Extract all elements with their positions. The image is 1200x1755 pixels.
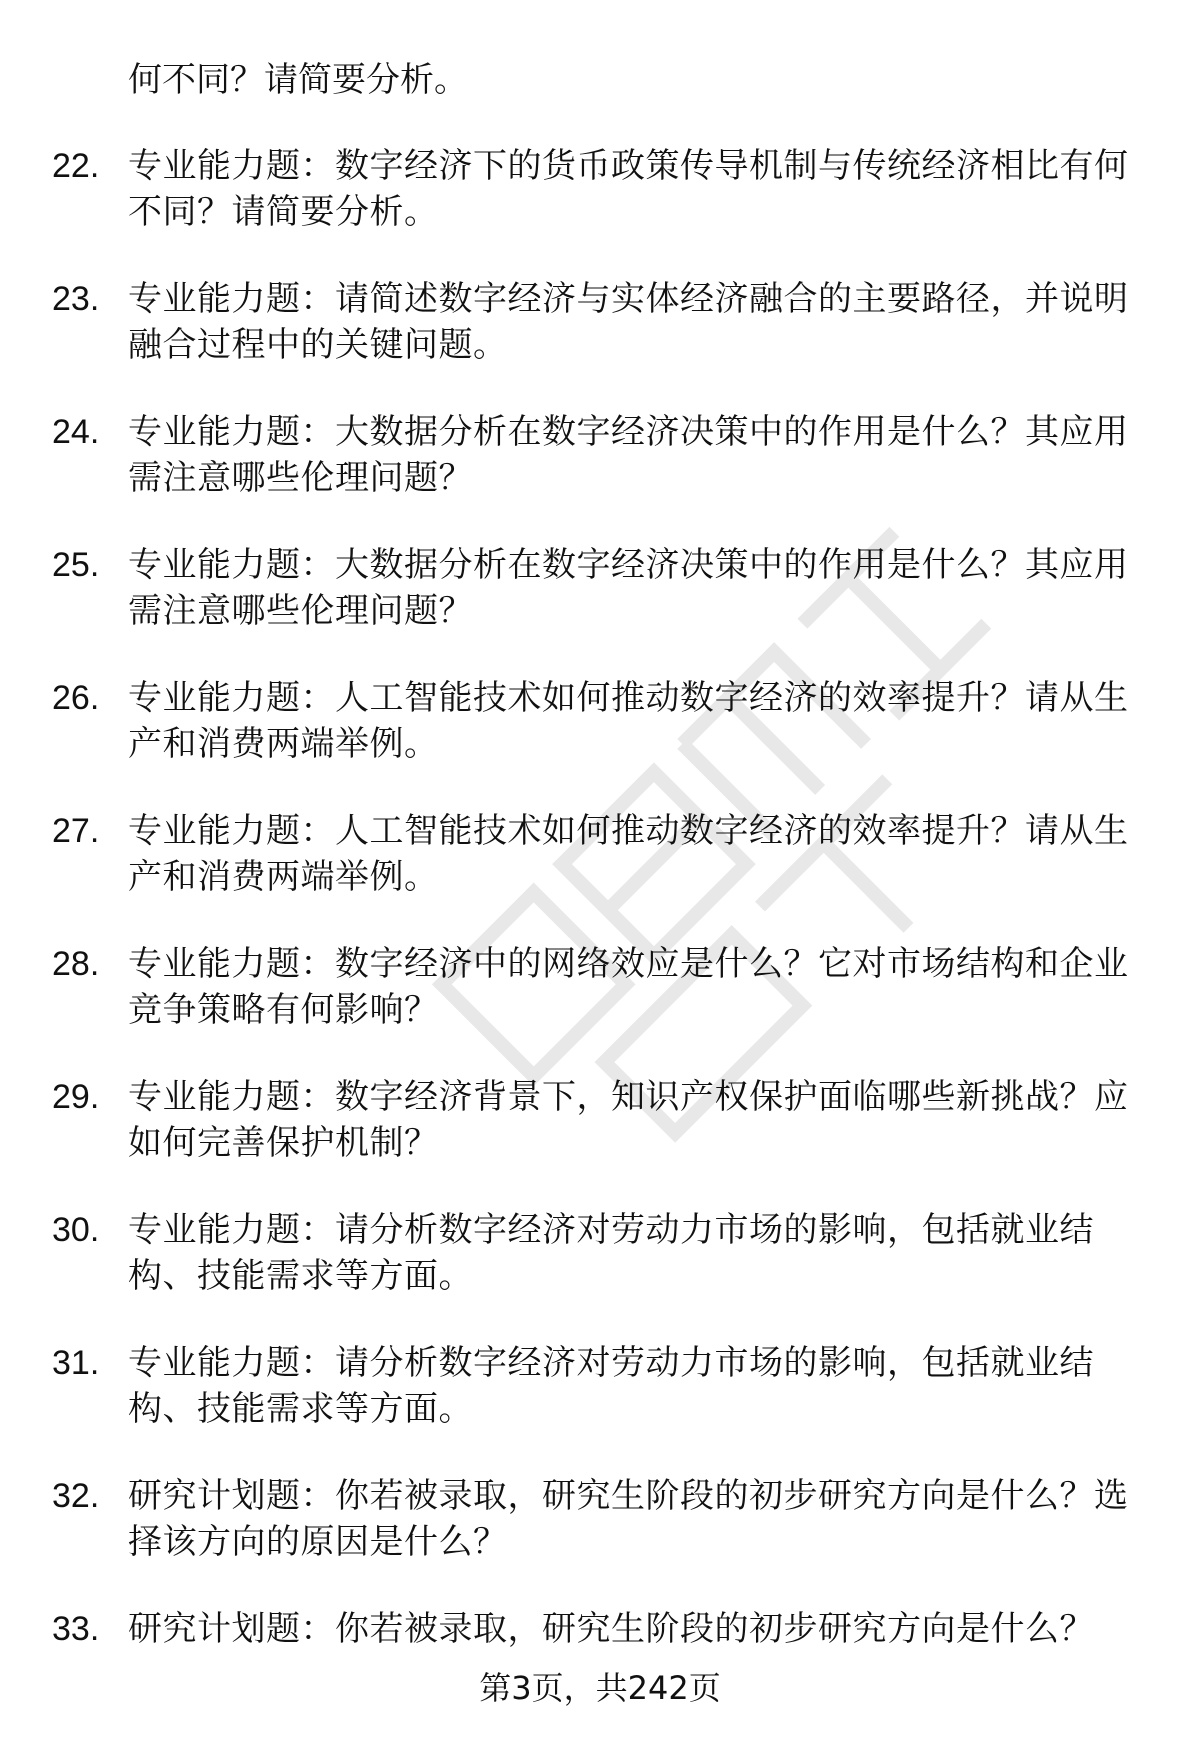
question-number: 28. <box>52 945 100 983</box>
question-text: 专业能力题：数字经济中的网络效应是什么？它对市场结构和企业竞争策略有何影响？ <box>128 944 1129 1030</box>
question-text: 专业能力题：大数据分析在数字经济决策中的作用是什么？其应用需注意哪些伦理问题？ <box>128 412 1129 498</box>
list-item <box>0 941 1200 1074</box>
question-text: 专业能力题：大数据分析在数字经济决策中的作用是什么？其应用需注意哪些伦理问题？ <box>128 545 1129 631</box>
question-number: 30. <box>52 1211 100 1249</box>
question-list <box>0 143 1200 1739</box>
question-number: 26. <box>52 679 100 717</box>
list-item <box>0 1473 1200 1606</box>
question-text: 专业能力题：数字经济下的货币政策传导机制与传统经济相比有何不同？请简要分析。 <box>128 146 1129 232</box>
question-number: 29. <box>52 1078 100 1116</box>
list-item <box>0 1207 1200 1340</box>
question-number: 31. <box>52 1344 100 1382</box>
continuation-text: 何不同？请简要分析。 <box>128 60 468 100</box>
list-item <box>0 276 1200 409</box>
question-text: 专业能力题：请分析数字经济对劳动力市场的影响，包括就业结构、技能需求等方面。 <box>128 1343 1094 1429</box>
list-item <box>0 409 1200 542</box>
question-number: 23. <box>52 280 100 318</box>
question-text: 专业能力题：请分析数字经济对劳动力市场的影响，包括就业结构、技能需求等方面。 <box>128 1210 1094 1296</box>
question-text: 专业能力题：请简述数字经济与实体经济融合的主要路径，并说明融合过程中的关键问题。 <box>128 279 1129 365</box>
question-text: 专业能力题：人工智能技术如何推动数字经济的效率提升？请从生产和消费两端举例。 <box>128 678 1129 764</box>
list-item <box>0 675 1200 808</box>
list-item <box>0 1340 1200 1473</box>
list-item <box>0 542 1200 675</box>
question-number: 32. <box>52 1477 100 1515</box>
question-number: 27. <box>52 812 100 850</box>
page-number-footer: 第3页，共242页 <box>479 1669 721 1707</box>
list-item <box>0 808 1200 941</box>
question-number: 33. <box>52 1610 100 1648</box>
list-item <box>0 143 1200 276</box>
question-text: 专业能力题：人工智能技术如何推动数字经济的效率提升？请从生产和消费两端举例。 <box>128 811 1129 897</box>
question-number: 25. <box>52 546 100 584</box>
question-number: 22. <box>52 147 100 185</box>
question-text: 专业能力题：数字经济背景下，知识产权保护面临哪些新挑战？应如何完善保护机制？ <box>128 1077 1129 1163</box>
list-item <box>0 1074 1200 1207</box>
question-number: 24. <box>52 413 100 451</box>
question-text: 研究计划题：你若被录取，研究生阶段的初步研究方向是什么？选择该方向的原因是什么？ <box>128 1476 1129 1562</box>
question-text: 研究计划题：你若被录取，研究生阶段的初步研究方向是什么？ <box>128 1609 1094 1649</box>
